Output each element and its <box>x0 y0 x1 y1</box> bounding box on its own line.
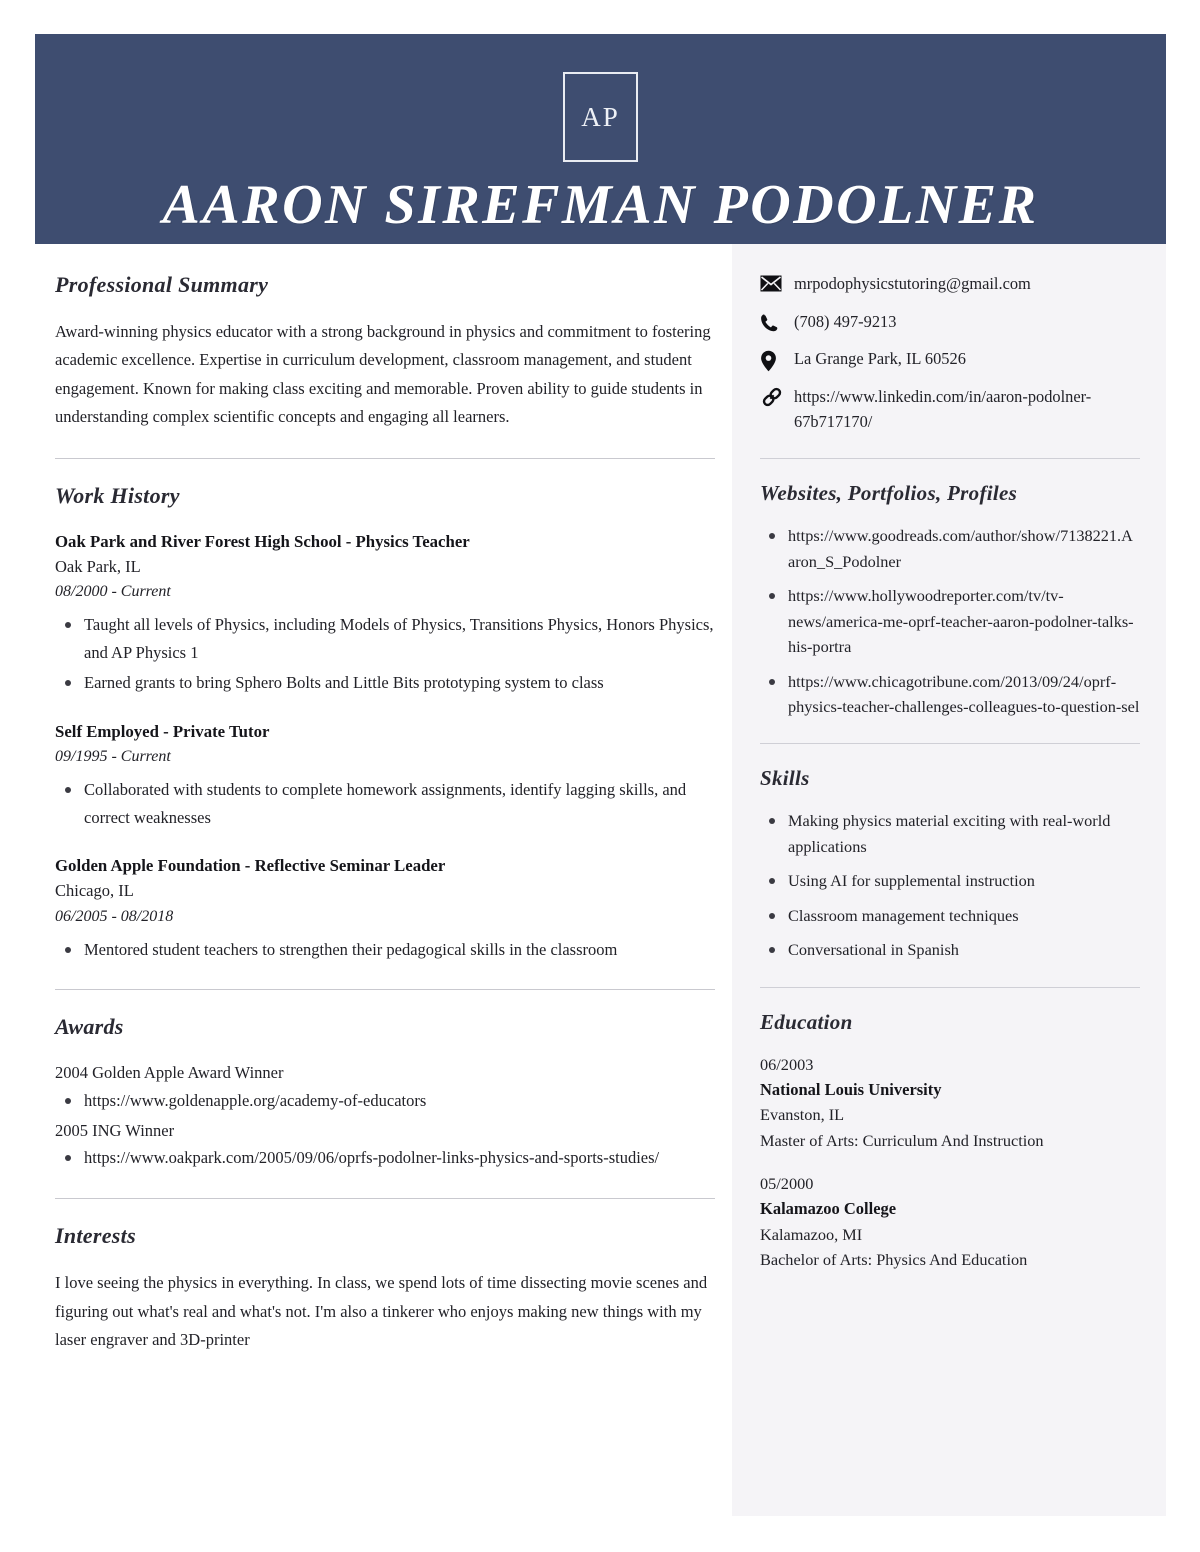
job-location: Oak Park, IL <box>55 556 141 576</box>
contact-email[interactable] <box>760 272 1140 297</box>
education-title: Education <box>760 1009 853 1034</box>
award-link-list <box>55 1144 715 1172</box>
awards-title: Awards <box>55 1014 124 1040</box>
contact-link[interactable] <box>760 385 1140 434</box>
section-work-history <box>55 483 715 964</box>
skill-item: Conversational in Spanish <box>760 937 1140 962</box>
interests-title: Interests <box>55 1223 136 1249</box>
job-bullet-list <box>55 936 715 964</box>
divider <box>55 1198 715 1199</box>
work-history-entry <box>55 853 715 963</box>
education-degree: Master of Arts: Curriculum And Instruction <box>760 1130 1044 1150</box>
section-education <box>760 1010 1140 1273</box>
phone-icon <box>760 310 794 333</box>
work-history-entry <box>55 719 715 831</box>
section-professional-summary <box>55 272 715 432</box>
work-history-title: Work History <box>55 482 180 508</box>
skills-list <box>760 808 1140 962</box>
section-skills <box>760 766 1140 962</box>
education-location: Evanston, IL <box>760 1105 845 1125</box>
contact-location-value: La Grange Park, IL 60526 <box>794 349 966 369</box>
websites-list <box>760 523 1140 719</box>
website-link[interactable]: https://www.goodreads.com/author/show/7138221.Aaron_S_Podolner <box>760 523 1140 574</box>
website-link[interactable]: https://www.hollywoodreporter.com/tv/tv-news/america-me-oprf-teacher-aaron-podolner-talks-his-portra <box>760 583 1140 659</box>
job-title: Golden Apple Foundation - Reflective Seminar Leader <box>55 856 446 876</box>
award-name: 2005 ING Winner <box>55 1120 175 1140</box>
section-interests <box>55 1223 715 1354</box>
job-bullet: Collaborated with students to complete homework assignments, identify lagging skills, and correct weaknesses <box>55 776 715 831</box>
resume-header <box>35 34 1166 244</box>
job-dates: 06/2005 - 08/2018 <box>55 907 174 925</box>
skill-item: Using AI for supplemental instruction <box>760 868 1140 893</box>
skill-item: Classroom management techniques <box>760 903 1140 928</box>
professional-summary-text: Award-winning physics educator with a strong background in physics and commitment to fostering academic excellence. Expertise in curriculum development, classroom management, and student engagement. Known for making class exciting and memorable. Proven ability to guide students in understanding complex scientific concepts and engaging all learners. <box>55 322 711 427</box>
monogram-box <box>563 72 638 162</box>
contact-phone-value: (708) 497-9213 <box>794 311 897 331</box>
website-link[interactable]: https://www.chicagotribune.com/2013/09/24/oprf-physics-teacher-challenges-colleagues-to-question-sel <box>760 669 1140 720</box>
envelope-icon <box>760 272 794 292</box>
education-location: Kalamazoo, MI <box>760 1224 863 1244</box>
contact-list <box>760 272 1140 434</box>
job-location: Chicago, IL <box>55 881 134 901</box>
education-date: 05/2000 <box>760 1173 814 1193</box>
interests-text: I love seeing the physics in everything. In class, we spend lots of time dissecting movie scenes and figuring out what's real and what's not. I'm also a tinkerer who enjoys making new things with my laser engraver and 3D-printer <box>55 1273 708 1349</box>
education-entry <box>760 1052 1140 1153</box>
job-bullet-list <box>55 611 715 697</box>
education-degree: Bachelor of Arts: Physics And Education <box>760 1249 1028 1269</box>
section-websites <box>760 481 1140 719</box>
link-icon <box>760 385 794 409</box>
job-dates: 08/2000 - Current <box>55 583 171 601</box>
divider <box>55 458 715 459</box>
main-column <box>55 272 715 1354</box>
job-bullet: Mentored student teachers to strengthen their pedagogical skills in the classroom <box>55 936 715 964</box>
job-title: Oak Park and River Forest High School - Physics Teacher <box>55 531 470 551</box>
divider <box>55 989 715 990</box>
award-link-list <box>55 1087 715 1115</box>
award-name: 2004 Golden Apple Award Winner <box>55 1063 284 1083</box>
job-bullet: Taught all levels of Physics, including Models of Physics, Transitions Physics, Honors Physics, and AP Physics 1 <box>55 611 715 666</box>
contact-location <box>760 347 1140 372</box>
contact-phone[interactable] <box>760 310 1140 335</box>
websites-title: Websites, Portfolios, Profiles <box>760 481 1018 506</box>
sidebar-divider <box>760 743 1140 744</box>
sidebar-divider <box>760 987 1140 988</box>
education-date: 06/2003 <box>760 1054 814 1074</box>
education-entry <box>760 1171 1140 1272</box>
job-bullet-list <box>55 776 715 831</box>
education-school: National Louis University <box>760 1079 942 1099</box>
candidate-name: AARON SIREFMAN PODOLNER <box>162 174 1039 236</box>
monogram-initials: AP <box>581 101 620 132</box>
education-school: Kalamazoo College <box>760 1199 897 1219</box>
work-history-entry <box>55 529 715 698</box>
award-link[interactable]: https://www.goldenapple.org/academy-of-educators <box>55 1087 715 1115</box>
sidebar-divider <box>760 458 1140 459</box>
award-link[interactable]: https://www.oakpark.com/2005/09/06/oprfs-podolner-links-physics-and-sports-studies/ <box>55 1144 715 1172</box>
job-bullet: Earned grants to bring Sphero Bolts and Little Bits prototyping system to class <box>55 669 715 697</box>
job-dates: 09/1995 - Current <box>55 748 171 766</box>
job-title: Self Employed - Private Tutor <box>55 722 270 741</box>
sidebar <box>732 244 1166 1516</box>
skills-title: Skills <box>760 766 810 791</box>
section-awards <box>55 1014 715 1172</box>
professional-summary-title: Professional Summary <box>55 272 269 297</box>
contact-email-value: mrpodophysicstutoring@gmail.com <box>794 274 1031 293</box>
contact-link-value: https://www.linkedin.com/in/aaron-podolner-67b717170/ <box>794 387 1092 431</box>
skill-item: Making physics material exciting with real-world applications <box>760 808 1140 859</box>
location-pin-icon <box>760 347 794 372</box>
